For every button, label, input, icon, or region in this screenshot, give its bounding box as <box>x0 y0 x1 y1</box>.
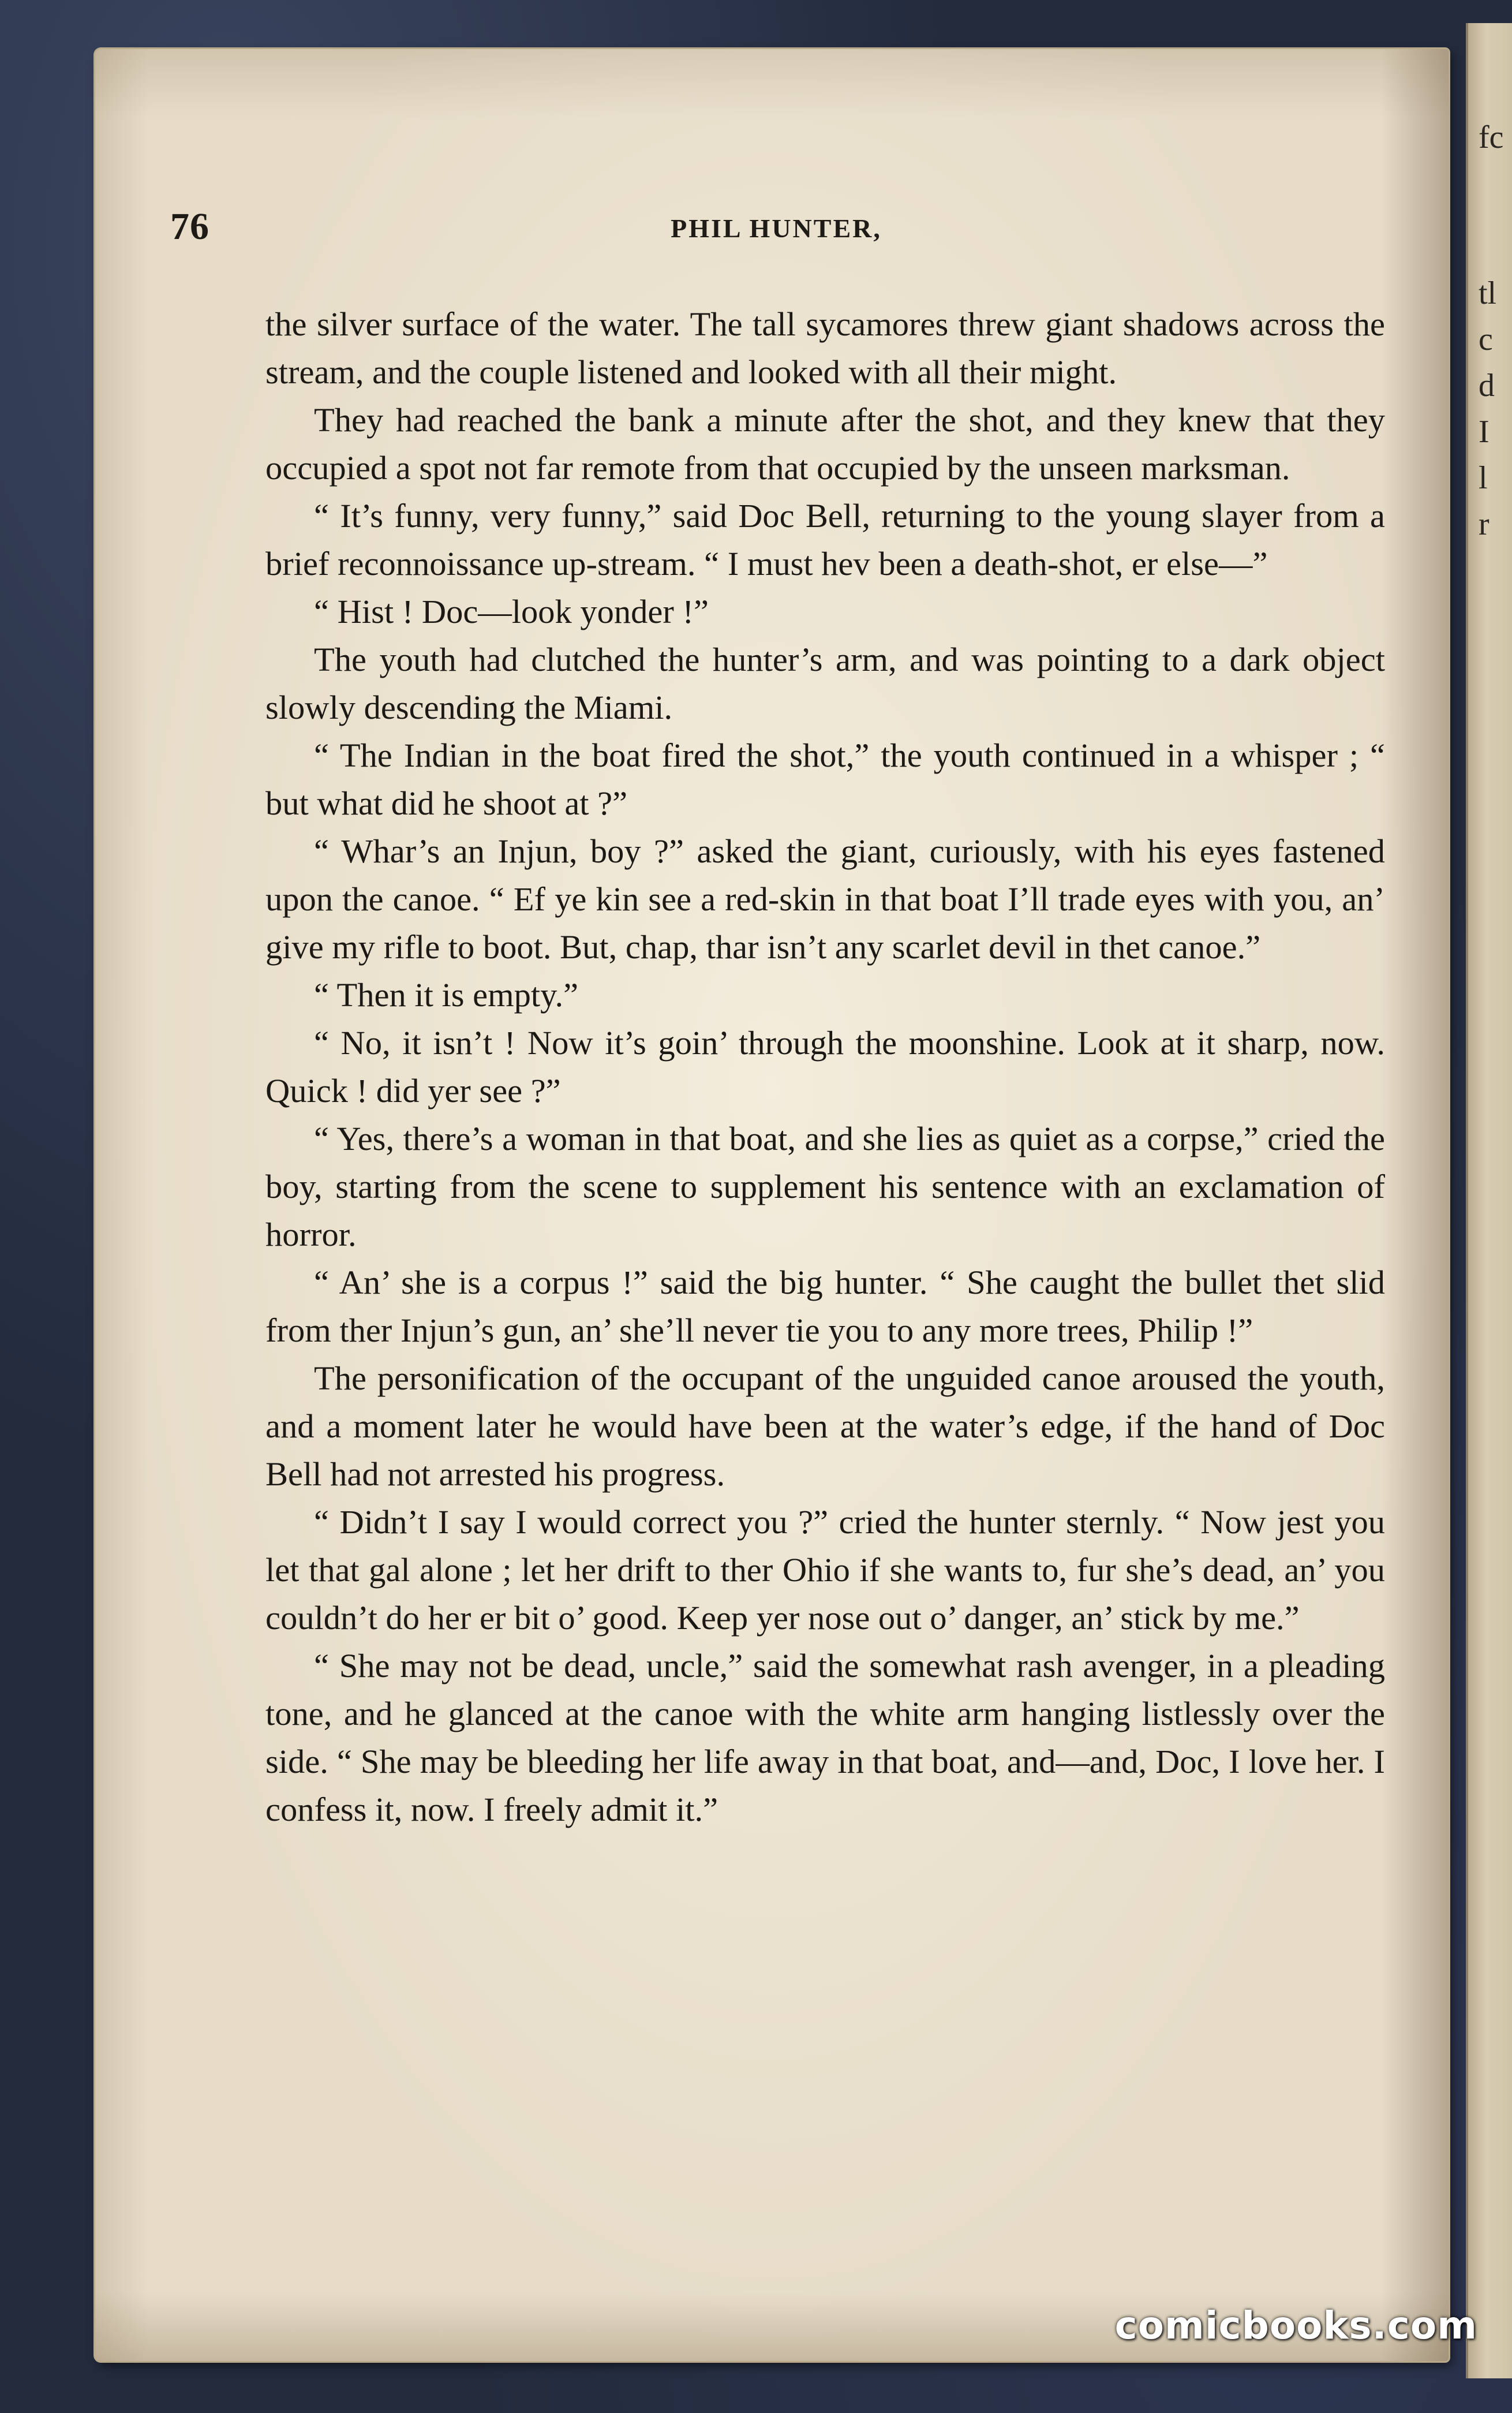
adjacent-page-fragment: fc <box>1479 119 1504 155</box>
paragraph: The personification of the occupant of the unguided canoe aroused the youth, and a moment later he would have been at the water’s edge, if the hand of Doc Bell had not arrested his progress. <box>265 1359 1385 1493</box>
running-head: PHIL HUNTER, <box>671 214 882 243</box>
paragraph: The youth had clutched the hunter’s arm, and was pointing to a dark object slowly descending the Miami. <box>265 641 1385 726</box>
paragraph: They had reached the bank a minute after the shot, and they knew that they occupied a spot not far remote from that occupied by the unseen marksman. <box>265 401 1385 487</box>
paragraph: “ No, it isn’t ! Now it’s goin’ through the moonshine. Look at it sharp, now. Quick ! did yer see ?” <box>265 1024 1385 1110</box>
paragraph: “ She may not be dead, uncle,” said the somewhat rash avenger, in a pleading tone, and he glanced at the canoe with the white arm hanging listlessly over the side. “ She may be bleeding her life away in that boat, and—and, Doc, I love her. I confess it, now. I freely admit it.” <box>265 1647 1385 1828</box>
page-header <box>170 205 1382 251</box>
paragraph: “ Didn’t I say I would correct you ?” cried the hunter sternly. “ Now jest you let that gal alone ; let her drift to ther Ohio if she wants to, fur she’s dead, an’ you couldn’t do her er bit o’ good. Keep yer nose out o’ danger, an’ stick by me.” <box>265 1503 1385 1637</box>
page-number: 76 <box>170 206 209 248</box>
paragraph: “ Yes, there’s a woman in that boat, and she lies as quiet as a corpse,” cried the boy, starting from the scene to supplement his sentence with an exclamation of horror. <box>265 1120 1385 1253</box>
paragraph: “ Then it is empty.” <box>314 976 579 1014</box>
paragraph: “ Whar’s an Injun, boy ?” asked the giant, curiously, with his eyes fastened upon the canoe. “ Ef ye kin see a red-skin in that boat I’ll trade eyes with you, an’ give my rifle to boot. But, chap, thar isn’t any scarlet devil in thet canoe.” <box>265 832 1385 966</box>
watermark: comicbooks.com <box>1114 2303 1477 2348</box>
paragraph: “ Hist ! Doc—look yonder !” <box>314 593 709 630</box>
body-text <box>265 300 1385 1833</box>
adjacent-page-fragment: d <box>1479 368 1495 404</box>
adjacent-page-fragment: r <box>1479 506 1489 542</box>
paragraph: “ It’s funny, very funny,” said Doc Bell, returning to the young slayer from a brief reconnoissance up-stream. “ I must hev been a death-shot, er else—” <box>265 497 1385 582</box>
adjacent-page-fragment: l <box>1479 460 1488 496</box>
adjacent-page-fragment: tl <box>1479 275 1497 311</box>
paragraph: “ An’ she is a corpus !” said the big hunter. “ She caught the bullet thet slid from ther Injun’s gun, an’ she’ll never tie you to any more trees, Philip !” <box>265 1264 1385 1349</box>
adjacent-page-fragment: I <box>1479 414 1489 450</box>
adjacent-page-edge <box>1466 23 1512 2378</box>
paragraph: the silver surface of the water. The tall sycamores threw giant shadows across the stream, and the couple listened and looked with all their might. <box>265 305 1385 391</box>
adjacent-page-fragment: c <box>1479 322 1493 357</box>
paragraph: “ The Indian in the boat fired the shot,” the youth continued in a whisper ; “ but what did he shoot at ?” <box>265 737 1385 822</box>
